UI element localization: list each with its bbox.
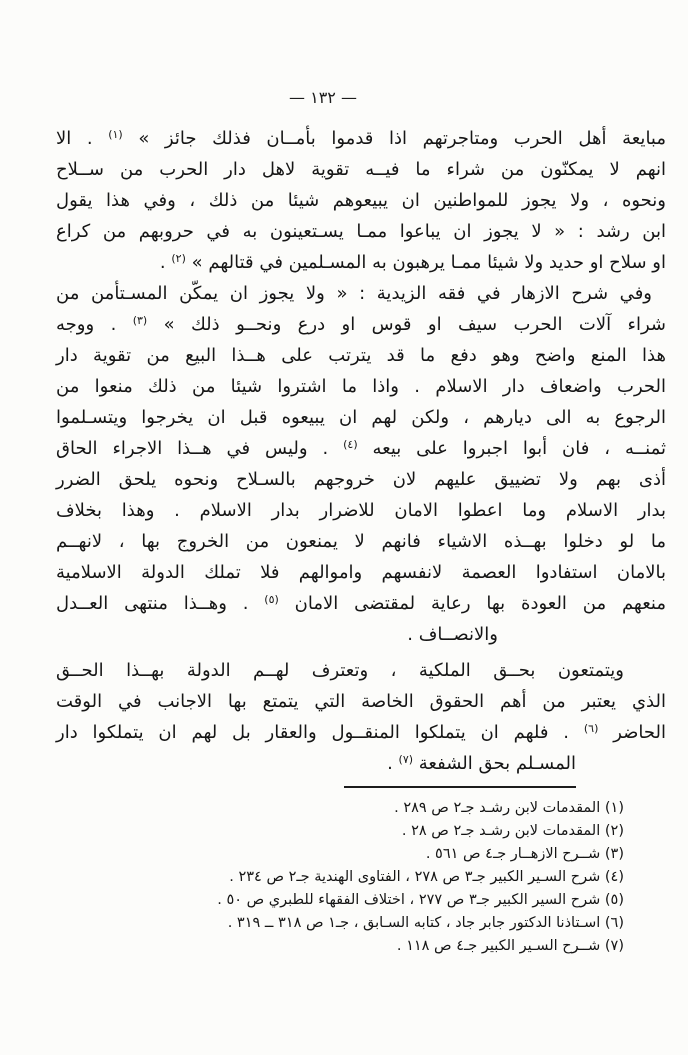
body-line: بالامان استفادوا العصمة لانفسهم واموالهم فلا تملك الدولة الاسلامية [56, 562, 666, 583]
body-line: ابن رشد : « لا يجوز ان يباعوا ممـا يسـتعينون به في حروبهم من كراع [56, 221, 666, 242]
footnote-item: (٦) اسـتاذنا الدكتور جابر جاد ، كتابه السـابق ، جـ١ ص ٣١٨ ــ ٣١٩ . [227, 915, 624, 931]
body-line: ويتمتعون بحــق الملكية ، وتعترف لهــم الدولة بهــذا الحــق [56, 660, 624, 681]
footnote-item: (٢) المقدمات لابن رشـد جـ٢ ص ٢٨ . [401, 823, 624, 839]
footnote-marker: (٤) [343, 438, 358, 451]
body-line: أذى بهم ولا تضييق عليهم لان خروجهم بالسـلاح ونحوه يلحق الضرر [56, 469, 666, 490]
body-line: الحاضر $^{(٦)}$ . فلهم ان يتملكوا المنقــول والعقار بل لهم ان يتملكوا دار [56, 722, 666, 743]
footnote-item: (٣) شــرح الازهــار جـ٤ ص ٥٦١ . [425, 846, 624, 862]
body-line: والانصــاف . [407, 624, 498, 645]
footnote-separator [344, 786, 576, 788]
body-line: ما لو دخلوا بهــذه الاشياء فانهم لا يمنعون من الخروج بها ، لانهــم [56, 531, 666, 552]
paragraph [56, 655, 666, 779]
body-line: وفي شرح الازهار في فقه الزيدية : « ولا يجوز ان يمكّن المسـتأمن من [56, 283, 652, 304]
footnotes [66, 797, 624, 958]
body-line: الرجوع به الى ديارهم ، ولكن لهم ان يبيعوه قبل ان يخرجوا ويتسـلموا [56, 407, 666, 428]
body-line: الذي يعتبر من أهم الحقوق الخاصة التي يتمتع بها الاجانب في الوقت [56, 691, 666, 712]
body-line: بدار الاسلام وما اعطوا الامان للاضرار بدار الاسلام . وهذا بخلاف [56, 500, 666, 521]
body-line: الحرب واضعاف دار الاسلام . واذا ما اشتروا شيئا من ذلك منعوا من [56, 376, 666, 397]
body-line: شراء آلات الحرب سيف او قوس او درع ونحــو ذلك » $^{(٣)}$ . ووجه [56, 314, 666, 335]
page-number: — ١٣٢ — [289, 88, 357, 107]
body-line: مبايعة أهل الحرب ومتاجرتهم اذا قدموا بأمــان فذلك جائز » $^{(١)}$ . الا [56, 128, 666, 149]
body-line: منعهم من العودة بها رعاية لمقتضى الامان $^{(٥)}$ . وهــذا منتهى العــدل [56, 593, 666, 614]
body-line: انهم لا يمكنّون من شراء ما فيــه تقوية لاهل دار الحرب من ســلاح [56, 159, 666, 180]
body-line: المسـلم بحق الشفعة $^{(٧)}$ . [387, 753, 576, 774]
footnote-item: (٧) شــرح السـير الكبير جـ٤ ص ١١٨ . [396, 938, 624, 954]
footnote-item: (١) المقدمات لابن رشـد جـ٢ ص ٢٨٩ . [394, 800, 624, 816]
body-line: ثمنــه ، فان أبوا اجبروا على بيعه $^{(٤)}$ . وليس في هــذا الاجراء الحاق [56, 438, 666, 459]
footnote-marker: (٣) [132, 314, 148, 327]
paragraph [56, 123, 666, 278]
footnote-marker: (٦) [583, 722, 599, 735]
footnote-item: (٥) شرح السير الكبير جـ٣ ص ٢٧٧ ، اختلاف الفقهاء للطبري ص ٥٠ . [217, 892, 624, 908]
body-text [56, 123, 666, 779]
footnote-marker: (٢) [171, 252, 186, 265]
footnote-marker: (١) [108, 128, 123, 141]
paragraph [56, 278, 666, 650]
footnote-marker: (٧) [398, 753, 414, 766]
footnote-marker: (٥) [264, 593, 279, 606]
body-line: او سلاح او حديد ولا شيئا ممـا يرهبون به المسـلمين في قتالهم » $^{(٢)}$ . [159, 252, 666, 273]
footnote-item: (٤) شرح السـير الكبير جـ٣ ص ٢٧٨ ، الفتاوى الهندية جـ٢ ص ٢٣٤ . [229, 869, 624, 885]
body-line: هذا المنع واضح وهو دفع ما قد يترتب على هــذا البيع من تقوية دار [56, 345, 666, 366]
body-line: ونحوه ، ولا يجوز للمواطنين ان يبيعوهم شيئا من ذلك ، وفي هذا يقول [56, 190, 666, 211]
